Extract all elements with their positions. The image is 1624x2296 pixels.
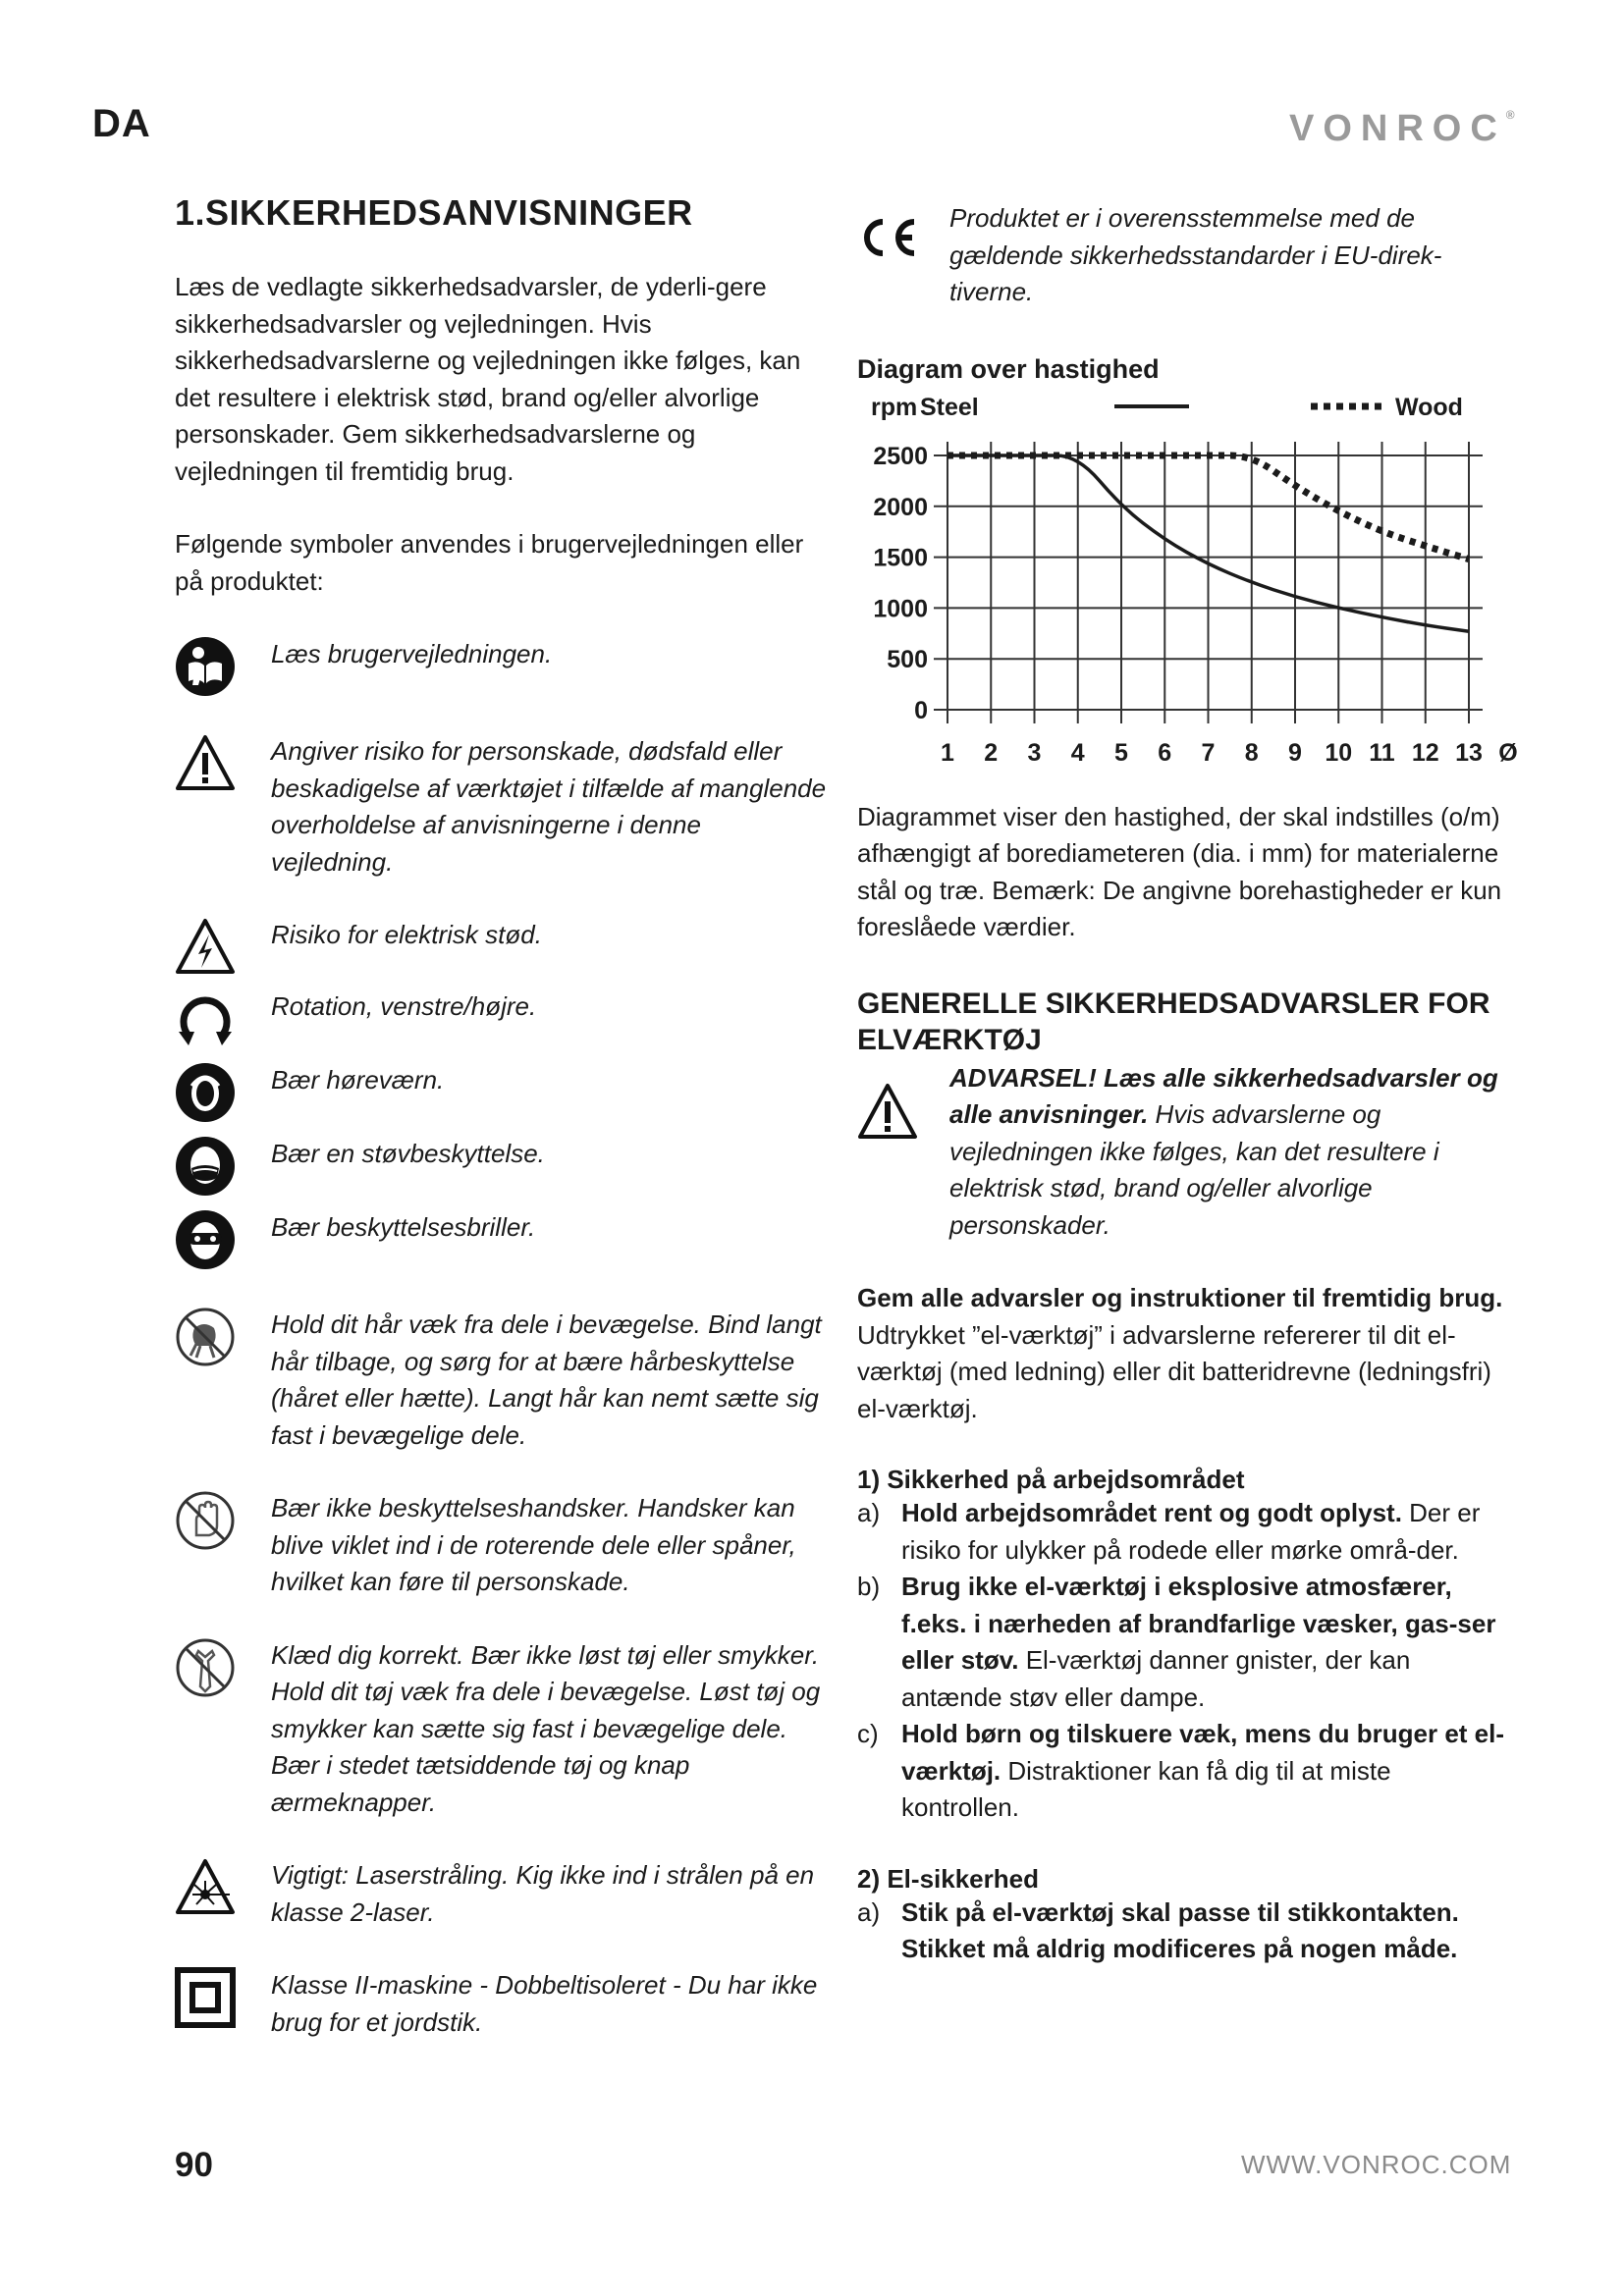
x-tick-label: 1 xyxy=(941,738,954,767)
symbol-text: Læs brugervejledningen. xyxy=(271,639,553,668)
item-rest: El-værktøj danner gnister, der kan antænde støv eller dampe. xyxy=(901,1645,1411,1712)
y-tick-label: 1500 xyxy=(873,544,928,572)
list-letter: a) xyxy=(857,1498,881,1527)
symbol-text: Bær høreværn. xyxy=(271,1065,445,1095)
item-bold: Stik på el-værktøj skal passe til stikkontakten. Stikket må aldrig modificeres på nogen måde. xyxy=(901,1896,1459,1963)
no-loose-clothing-icon xyxy=(175,1637,236,1698)
symbol-item xyxy=(175,1967,827,2041)
symbol-item xyxy=(175,917,827,976)
x-tick-label: 6 xyxy=(1158,738,1172,767)
symbol-text: Bær ikke beskyttelseshandsker. Handsker kan blive viklet ind i de roterende dele eller spåner, hvilket kan føre til personskade. xyxy=(271,1493,796,1596)
list-letter: a) xyxy=(857,1896,881,1927)
symbol-item xyxy=(175,1062,827,1123)
symbol-item xyxy=(175,1637,827,1822)
symbol-list xyxy=(175,636,827,2041)
x-tick-label: 8 xyxy=(1244,738,1259,767)
symbol-text: Klasse II-maskine - Dobbeltisoleret - Du har ikke brug for et jordstik. xyxy=(271,1970,818,2037)
symbol-item xyxy=(175,636,827,697)
x-axis-label: Ø xyxy=(1498,738,1518,767)
intro-paragraph: Læs de vedlagte sikkerhedsadvarsler, de yderli-gere sikkerhedsadvarsler og vejledningen. Hvis sikkerhedsadvarslerne og vejledningen ikke følges, kan det resultere i elektrisk stød, brand og/eller alvorlige personskader. Gem sikkerhedsadvarslerne og vejledningen til fremtidig brug. xyxy=(175,272,801,486)
symbol-item xyxy=(175,988,827,1049)
laser-icon xyxy=(175,1857,236,1916)
legend-wood-label: Wood xyxy=(1395,393,1463,421)
ear-protection-icon xyxy=(175,1062,236,1123)
left-column xyxy=(175,192,827,2077)
y-tick-label: 0 xyxy=(914,696,928,724)
list-item xyxy=(857,1569,1505,1716)
symbol-text: Angiver risiko for personskade, dødsfald eller beskadigelse af værktøjet i tilfælde af manglende overholdelse af anvisningerne i denne vejledning. xyxy=(271,736,827,877)
brand-logo xyxy=(1289,108,1515,150)
symbol-item xyxy=(175,1209,827,1270)
symbol-text: Risiko for elektrisk stød. xyxy=(271,920,542,949)
list-item xyxy=(857,1716,1505,1827)
ce-mark-icon xyxy=(857,216,920,259)
rotation-icon xyxy=(175,988,236,1049)
speed-chart-svg xyxy=(857,385,1518,787)
x-tick-label: 2 xyxy=(984,738,999,767)
legend-steel-label: Steel xyxy=(920,393,979,421)
list-item xyxy=(857,1495,1505,1569)
warning-block xyxy=(857,1060,1505,1245)
subsection-work-area: 1) Sikkerhed på arbejdsområdet xyxy=(857,1465,1245,1494)
symbol-item xyxy=(175,1307,827,1454)
x-tick-label: 10 xyxy=(1325,738,1353,767)
dust-mask-icon xyxy=(175,1136,236,1197)
symbol-item xyxy=(175,733,827,881)
symbol-item xyxy=(175,1136,827,1197)
electric-shock-icon xyxy=(175,917,236,976)
symbol-text: Hold dit hår væk fra dele i bevægelse. Bind langt hår tilbage, og sørg for at bære hårbeskyttelse (håret eller hætte). Langt hår kan nemt sætte sig fast i bevægelige dele. xyxy=(271,1309,822,1450)
x-tick-label: 9 xyxy=(1288,738,1302,767)
symbol-text: Rotation, venstre/højre. xyxy=(271,991,537,1021)
x-tick-label: 3 xyxy=(1027,738,1042,767)
symbol-text: Bær en støvbeskyttelse. xyxy=(271,1139,545,1168)
save-instructions xyxy=(857,1280,1505,1427)
list-letter: c) xyxy=(857,1719,879,1748)
x-tick-label: 5 xyxy=(1114,738,1128,767)
subsection-electrical-safety: 2) El-sikkerhed xyxy=(857,1863,1039,1894)
x-tick-label: 13 xyxy=(1455,738,1483,767)
y-tick-label: 2500 xyxy=(873,442,928,470)
general-warnings-title: GENERELLE SIKKERHEDSADVARSLER FOR ELVÆRKTØJ xyxy=(857,987,1490,1056)
warning-rest: Hvis advarslerne og vejledningen ikke følges, kan det resultere i elektrisk stød, brand og/eller alvorlige personskader. xyxy=(949,1099,1439,1240)
item-rest: Der er risiko for ulykker på rodede eller mørke områ-der. xyxy=(901,1498,1481,1565)
read-manual-icon xyxy=(175,636,236,697)
symbols-intro: Følgende symboler anvendes i brugervejledningen eller på produktet: xyxy=(175,529,804,596)
section-title: 1.SIKKERHEDSANVISNINGER xyxy=(175,192,693,233)
class-ii-icon xyxy=(175,1967,236,2028)
ce-text: Produktet er i overensstemmelse med de gældende sikkerhedsstandarder i EU-direk-tiverne. xyxy=(949,203,1442,306)
chart-title: Diagram over hastighed xyxy=(857,353,1160,384)
ce-conformity xyxy=(857,200,1505,311)
speed-chart xyxy=(857,385,1518,787)
x-tick-label: 4 xyxy=(1070,738,1085,767)
symbol-item xyxy=(175,1490,827,1601)
list-item xyxy=(857,1895,1505,1968)
y-tick-label: 500 xyxy=(887,645,928,673)
page-number: 90 xyxy=(175,2146,213,2184)
symbol-item xyxy=(175,1857,827,1931)
item-rest: Distraktioner kan få dig til at miste kontrollen. xyxy=(901,1755,1391,1822)
x-tick-label: 7 xyxy=(1201,738,1216,767)
item-bold: Brug ikke el-værktøj i eksplosive atmosfærer, f.eks. i nærheden af brandfarlige væsker, gas-ser eller støv. xyxy=(901,1572,1496,1675)
no-gloves-icon xyxy=(175,1490,236,1551)
y-tick-label: 1000 xyxy=(873,594,928,622)
warning-triangle-icon xyxy=(175,733,236,792)
safety-goggles-icon xyxy=(175,1209,236,1270)
symbol-text: Bær beskyttelsesbriller. xyxy=(271,1212,536,1242)
symbol-text: Vigtigt: Laserstråling. Kig ikke ind i strålen på en klasse 2-laser. xyxy=(271,1860,815,1927)
item-bold: Hold arbejdsområdet rent og godt oplyst. xyxy=(901,1498,1402,1527)
website-url: WWW.VONROC.COM xyxy=(1241,2150,1512,2179)
item-bold: Hold børn og tilskuere væk, mens du bruger et el-værktøj. xyxy=(901,1719,1504,1786)
x-tick-label: 11 xyxy=(1369,738,1395,767)
chart-ylabel: rpm xyxy=(871,393,918,421)
language-code: DA xyxy=(92,102,151,145)
x-tick-label: 12 xyxy=(1411,738,1439,767)
chart-description: Diagrammet viser den hastighed, der skal indstilles (o/m) afhængigt af borediameteren (dia. i mm) for materialerne stål og træ. Bemærk: De angivne borehastigheder er kun foreslåede værdier. xyxy=(857,801,1502,941)
save-rest: Udtrykket ”el-værktøj” i advarslerne refererer til dit el-værktøj (med ledning) eller dit batteridrevne (ledningsfri) el-værktøj. xyxy=(857,1319,1491,1423)
right-column xyxy=(857,200,1518,1968)
warning-text xyxy=(949,1060,1505,1245)
no-long-hair-icon xyxy=(175,1307,236,1367)
brand-registered-mark: ® xyxy=(1505,108,1515,122)
symbol-text: Klæd dig korrekt. Bær ikke løst tøj eller smykker. Hold dit tøj væk fra dele i bevægelse. Løst tøj og smykker kan sætte sig fast i bevægelige dele. Bær i stedet tætsiddende tøj og knap ærmeknapper. xyxy=(271,1639,821,1817)
warning-triangle-icon xyxy=(857,1082,918,1141)
y-tick-label: 2000 xyxy=(873,493,928,521)
save-bold: Gem alle advarsler og instruktioner til fremtidig brug. xyxy=(857,1283,1503,1312)
brand-name: VONROC xyxy=(1289,108,1506,149)
warning-bold: ADVARSEL! Læs alle sikkerhedsadvarsler og alle anvisninger. xyxy=(949,1062,1498,1129)
list-letter: b) xyxy=(857,1572,881,1601)
